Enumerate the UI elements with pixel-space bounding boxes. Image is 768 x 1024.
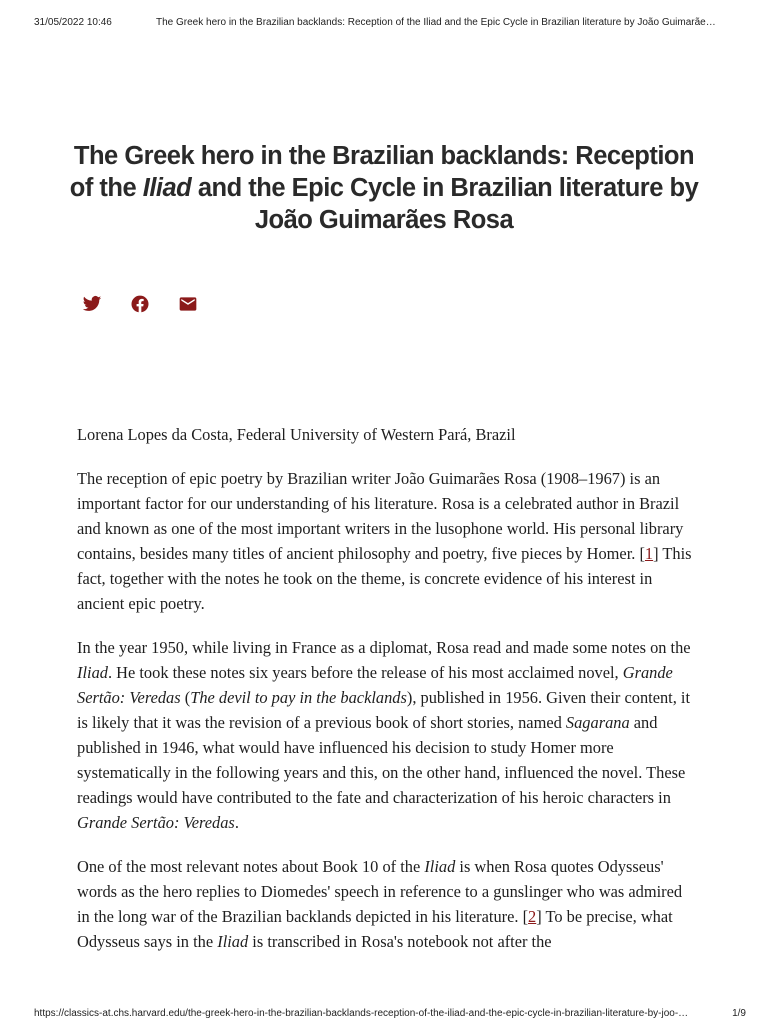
share-buttons [82, 294, 226, 314]
footnote-link-1[interactable]: 1 [644, 544, 654, 563]
italic-grande-sertao: Grande Sertão: Veredas [77, 663, 673, 707]
paragraph-text: ] This fact, together with the notes he took on the theme, is concrete evidence of his interest in ancient epic poetry. [77, 544, 692, 613]
paragraph-text: One of the most relevant notes about Book 10 of the [77, 857, 425, 876]
paragraph-text: ( [180, 688, 191, 707]
paragraph-text: The reception of epic poetry by Brazilian writer João Guimarães Rosa (1908–1967) is an important factor for our understanding of his literature. Rosa is a celebrated author in Brazil and known as one of the most important writers in the lusophone world. His personal library contains, besides many titles of ancient philosophy and poetry, five pieces by Homer. [ [77, 469, 684, 563]
twitter-icon [82, 294, 102, 314]
italic-devil-to-pay: The devil to pay in the backlands [190, 688, 407, 707]
title-text-rest: and the Epic Cycle in Brazilian literature by João Guimarães Rosa [191, 174, 699, 234]
print-document-title: The Greek hero in the Brazilian backlands: Reception of the Iliad and the Epic Cycle in Brazilian literature by João Guimarãe… [156, 17, 716, 28]
email-icon [178, 294, 198, 314]
article-body [77, 422, 697, 973]
title-text: The Greek hero in the Brazilian backlands: Reception of the [69, 142, 695, 202]
facebook-share-button[interactable] [130, 294, 150, 314]
print-datetime: 31/05/2022 10:46 [34, 17, 112, 28]
paragraph-text: ] To be precise, what Odysseus says in the [77, 907, 673, 951]
italic-sagarana: Sagarana [565, 713, 630, 732]
paragraph-text: . He took these notes six years before the release of his most acclaimed novel, [107, 663, 623, 682]
paragraph-text: ), published in 1956. Given their content, it is likely that it was the revision of a previous book of short stories, named [77, 688, 691, 732]
paragraph-1 [77, 466, 697, 616]
italic-grande-sertao: Grande Sertão: Veredas [77, 813, 235, 832]
paragraph-text: is transcribed in Rosa's notebook not after the [248, 932, 552, 951]
author-byline: Lorena Lopes da Costa, Federal University of Western Pará, Brazil [77, 425, 516, 444]
footnote-link-2[interactable]: 2 [528, 907, 537, 926]
article-title [60, 140, 708, 236]
paragraph-text: and published in 1946, what would have influenced his decision to study Homer more systematically in the following years and this, on the other hand, influenced the novel. These readings would have contributed to the fate and characterization of his heroic characters in [77, 713, 686, 807]
twitter-share-button[interactable] [82, 294, 102, 314]
italic-iliad: Iliad [217, 932, 249, 951]
paragraph-3 [77, 854, 697, 954]
facebook-icon [130, 294, 150, 314]
paragraph-text: In the year 1950, while living in France as a diplomat, Rosa read and made some notes on the [77, 638, 691, 657]
paragraph-2 [77, 635, 697, 835]
italic-iliad: Iliad [77, 663, 108, 682]
page-url: https://classics-at.chs.harvard.edu/the-greek-hero-in-the-brazilian-backlands-reception-of-the-iliad-and-the-epic-cycle-in-brazilian-literature-by-joo-… [34, 1008, 689, 1019]
paragraph-text: . [234, 813, 239, 832]
page-number: 1/9 [732, 1008, 746, 1019]
email-share-button[interactable] [178, 294, 198, 314]
title-iliad: Iliad [142, 174, 192, 202]
italic-iliad: Iliad [424, 857, 456, 876]
paragraph-text: is when Rosa quotes Odysseus' words as the hero replies to Diomedes' speech in reference to a gunslinger who was admired in the long war of the Brazilian backlands depicted in his literature. [ [77, 857, 683, 926]
